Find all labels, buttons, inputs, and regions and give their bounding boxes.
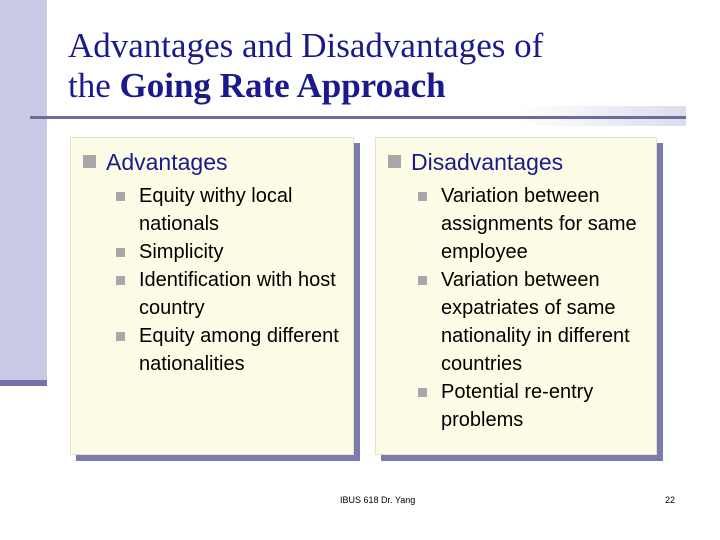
list-item <box>116 238 341 266</box>
disadvantages-list <box>418 182 648 434</box>
square-bullet-icon <box>418 192 427 201</box>
list-item-text: Equity withy local nationals <box>139 185 293 235</box>
list-item <box>116 322 341 378</box>
list-item-text: Simplicity <box>139 241 224 263</box>
square-bullet-icon <box>418 276 427 285</box>
title-rule <box>30 116 686 119</box>
square-bullet-icon <box>83 155 96 168</box>
list-item <box>116 182 341 238</box>
list-item <box>418 378 648 434</box>
advantages-list <box>116 182 341 378</box>
slide-title <box>68 26 688 106</box>
page-number: 22 <box>665 495 676 505</box>
disadvantages-heading-text: Disadvantages <box>411 149 564 175</box>
title-line-2 <box>68 66 688 106</box>
square-bullet-icon <box>116 332 125 341</box>
disadvantages-panel <box>375 137 657 455</box>
list-item-text: Identification with host country <box>139 269 336 319</box>
square-bullet-icon <box>418 388 427 397</box>
list-item-text: Potential re-entry problems <box>441 381 594 431</box>
left-accent-bar-shadow <box>0 380 47 386</box>
left-accent-bar <box>0 0 47 385</box>
square-bullet-icon <box>116 276 125 285</box>
title-line-1: Advantages and Disadvantages of <box>68 26 544 65</box>
list-item-text: Equity among different nationalities <box>139 325 339 375</box>
list-item-text: Variation between expatriates of same nationality in different countries <box>441 269 630 375</box>
disadvantages-heading <box>388 148 563 176</box>
slide-footer: IBUS 618 Dr. Yang <box>340 495 416 505</box>
title-line-2-bold: Going Rate Approach <box>119 66 446 105</box>
square-bullet-icon <box>388 155 401 168</box>
list-item <box>116 266 341 322</box>
advantages-heading <box>83 148 227 176</box>
advantages-panel <box>70 137 354 455</box>
title-line-2-prefix: the <box>68 66 120 105</box>
advantages-heading-text: Advantages <box>106 149 228 175</box>
square-bullet-icon <box>116 248 125 257</box>
list-item-text: Variation between assignments for same employee <box>441 185 637 263</box>
square-bullet-icon <box>116 192 125 201</box>
list-item <box>418 182 648 266</box>
list-item <box>418 266 648 378</box>
